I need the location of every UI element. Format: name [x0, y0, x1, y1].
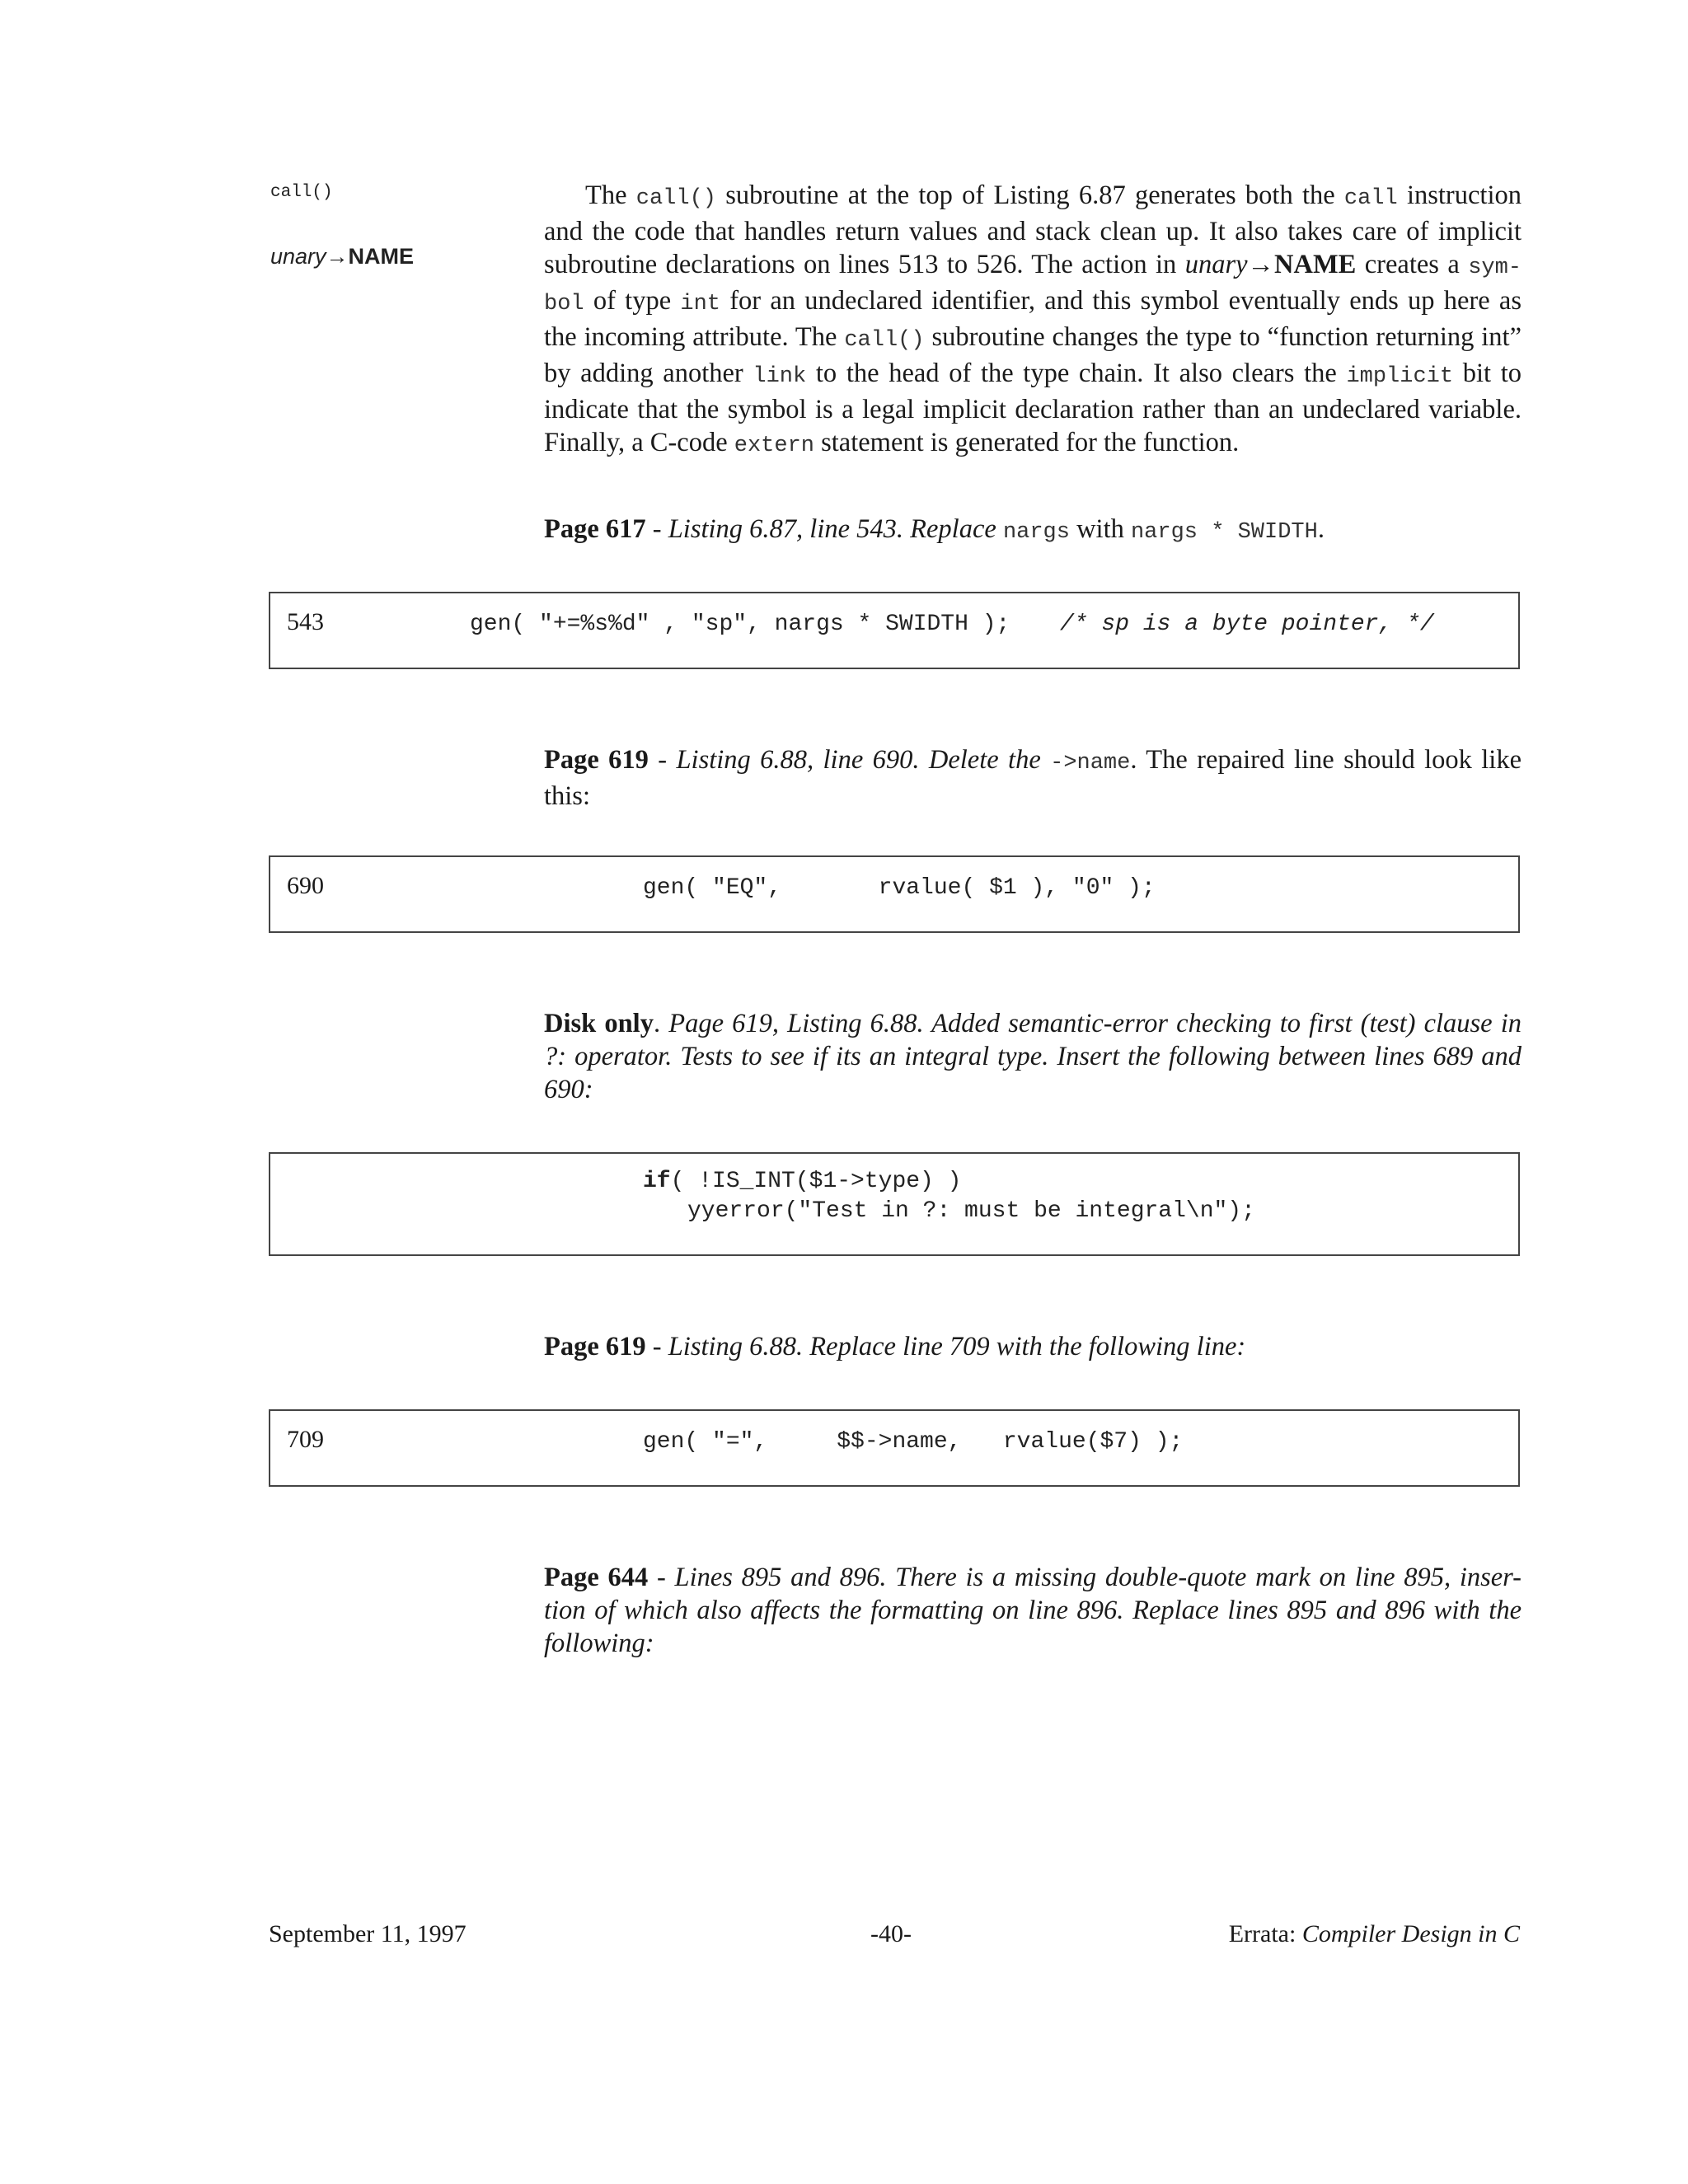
- margin-note-call: call(): [270, 183, 333, 202]
- errata-entry-page-644: Page 644 - Lines 895 and 896. There is a missing double-quote mark on line 895, inser-tion of which also affects the formatting on line 896. Replace lines 895 and 896 with the following:: [544, 1563, 1522, 1658]
- code-box-line-690: [269, 855, 1520, 933]
- margin-note-unary: unary: [270, 244, 326, 269]
- keyword-if: if: [643, 1169, 671, 1194]
- code-line: gen( "+=%s%d" , "sp", nargs * SWIDTH );: [470, 612, 1010, 637]
- code-line: if( !IS_INT($1->type) ): [643, 1169, 962, 1194]
- code-box-insert: [269, 1152, 1520, 1256]
- body-paragraph-call: The call() subroutine at the top of Listing 6.87 generates both the call instruction and the code that handles return values and stack clean up. It also takes care of implicit subroutine declarations on lines 513 to 526. The action in unary→NAME creates a sym-bol of type int for an undeclared identifier, and this symbol eventually ends up here as the incoming attribute. The call() subroutine changes the type to “function returning int” by adding another link to the head of the type chain. It also clears the implicit bit to indicate that the symbol is a legal implicit declaration rather than an undeclared variable. Finally, a C-code extern statement is generated for the function.: [544, 180, 1522, 458]
- inline-code: extern: [734, 434, 814, 458]
- code-line: yyerror("Test in ?: must be integral\n");: [687, 1198, 1255, 1224]
- inline-code: call(): [844, 328, 925, 353]
- errata-entry-disk-only: Disk only. Page 619, Listing 6.88. Added semantic-error checking to first (test) clause in ?: operator. Tests to see if its an integral type. Insert the following between lines 689 and 690:: [544, 1009, 1522, 1104]
- code-box-line-709: [269, 1409, 1520, 1487]
- inline-code: link: [753, 364, 807, 389]
- book-title: Compiler Design in C: [1301, 1920, 1520, 1947]
- code-line: gen( "=", $$->name, rvalue($7) );: [643, 1429, 1184, 1455]
- errata-entry-page-619-line-690: Page 619 - Listing 6.88, line 690. Delete the ->name. The repaired line should look like this:: [544, 745, 1522, 811]
- inline-code: call: [1343, 186, 1398, 211]
- footer-page-number: -40-: [870, 1920, 912, 1947]
- code-line: gen( "EQ", rvalue( $1 ), "0" );: [643, 875, 1156, 901]
- inline-code: call(): [635, 186, 716, 211]
- errata-entry-page-619-line-709: Page 619 - Listing 6.88. Replace line 709 with the following line:: [544, 1332, 1246, 1361]
- line-number: 543: [287, 608, 324, 635]
- margin-note-arrow: →: [326, 244, 349, 269]
- inline-code: int: [680, 292, 720, 316]
- footer-date: September 11, 1997: [269, 1920, 467, 1947]
- inline-code: sym-bol: [544, 255, 1522, 316]
- code-comment: /* sp is a byte pointer, */: [1060, 612, 1434, 637]
- code-box-line-543: [269, 592, 1520, 669]
- line-number: 709: [287, 1426, 324, 1453]
- inline-code: implicit: [1346, 364, 1454, 389]
- line-number: 690: [287, 872, 324, 899]
- margin-note-name: NAME: [348, 244, 415, 269]
- errata-entry-page-617: Page 617 - Listing 6.87, line 543. Replace nargs with nargs * SWIDTH.: [544, 514, 1325, 545]
- margin-note-unary-name: [270, 244, 414, 269]
- footer-title: Errata: Compiler Design in C: [1228, 1920, 1520, 1947]
